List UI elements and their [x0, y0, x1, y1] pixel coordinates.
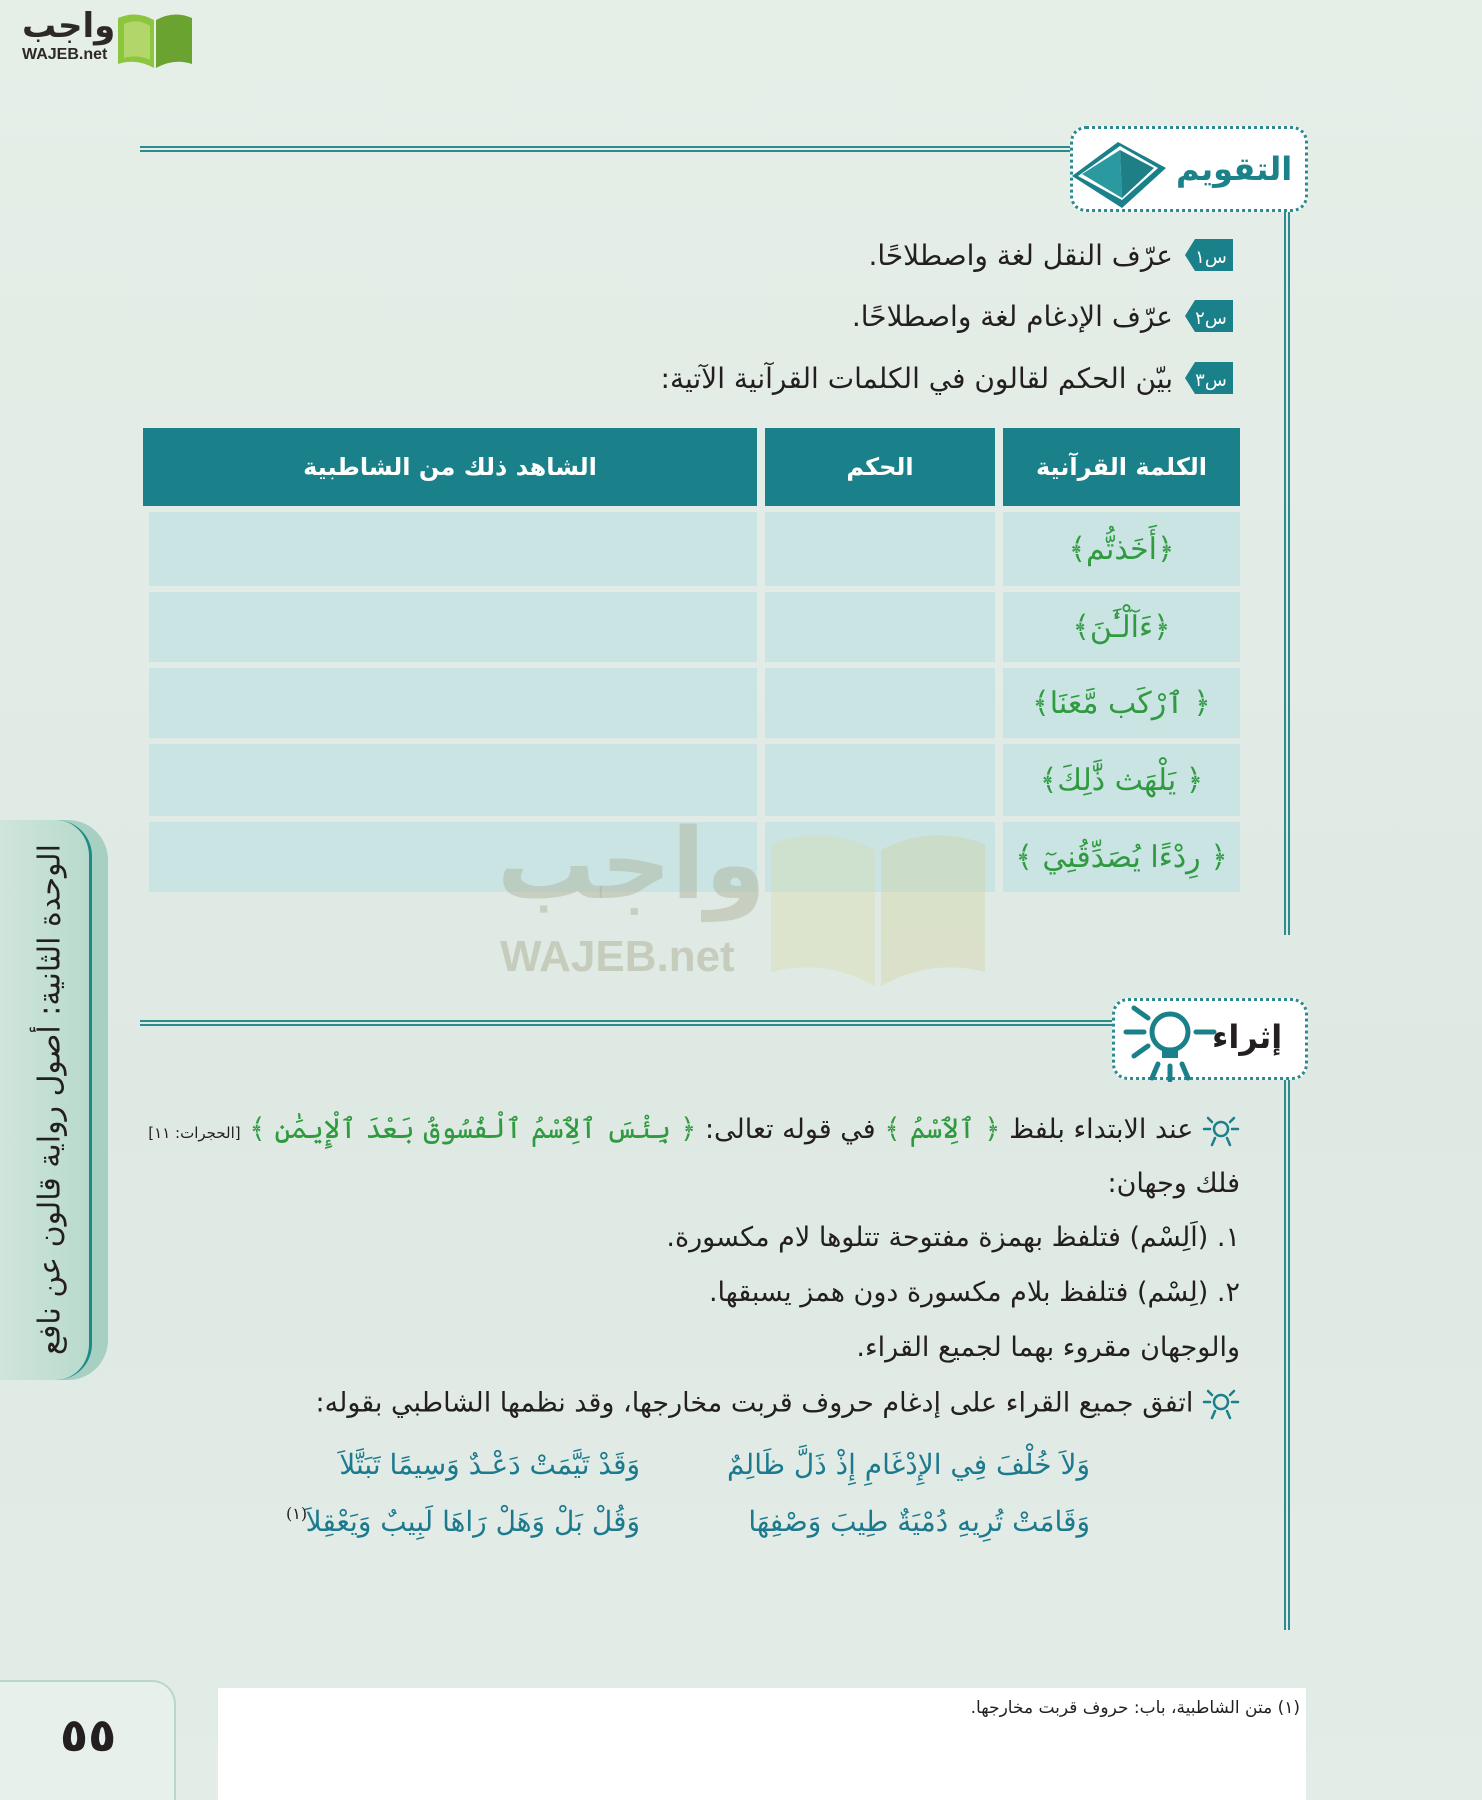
- q2-badge-text: س٢: [1195, 308, 1227, 329]
- poem-footnote-marker: (١): [286, 1504, 308, 1523]
- p1-prefix: عند الابتداء بلفظ: [1009, 1114, 1194, 1145]
- table-cell-evidence[interactable]: [149, 592, 757, 662]
- table-cell-word: ﴿ يَلْهَث ذَّٰلِكَ﴾: [1003, 744, 1240, 816]
- enrichment-title: إثراء: [1212, 1018, 1283, 1056]
- poem-line-1-left: وَقَدْ تَيَّمَتْ دَعْـدٌ وَسِيمًا تَبَتَّلاَ: [339, 1448, 640, 1481]
- table-header-ruling: الحكم: [765, 428, 995, 506]
- p1-verse: ﴿ بِئْسَ ٱلِٱسْمُ ٱلْفُسُوقُ بَعْدَ ٱلْإِيمَٰنِ ﴾: [249, 1112, 697, 1145]
- question-badge-icon: [1181, 235, 1237, 275]
- question-badge-icon: [1181, 296, 1237, 336]
- enrichment-paragraph-3: والوجهان مقروء بهما لجميع القراء.: [856, 1332, 1240, 1363]
- logo-word: واجب: [22, 6, 116, 46]
- question-text: عرّف النقل لغة واصطلاحًا.: [868, 238, 1173, 272]
- table-header-word: الكلمة القرآنية: [1003, 428, 1240, 506]
- small-lightbulb-icon: [1202, 1114, 1240, 1148]
- table-cell-evidence[interactable]: [149, 512, 757, 586]
- question-3: [661, 358, 1237, 398]
- poem-line-2-right: وَقَامَتْ تُرِيهِ دُمْيَةٌ طِيبَ وَصْفِهَا: [748, 1505, 1090, 1538]
- table-header-evidence: الشاهد ذلك من الشاطبية: [143, 428, 757, 506]
- enrichment-paragraph-4: [316, 1387, 1240, 1421]
- table-cell-ruling[interactable]: [765, 744, 995, 816]
- table-cell-ruling[interactable]: [765, 668, 995, 738]
- p1-word: ﴿ ٱلِٱسْمُ ﴾: [884, 1112, 1001, 1145]
- small-lightbulb-icon: [1202, 1387, 1240, 1421]
- p4-text: اتفق جميع القراء على إدغام حروف قربت مخارجها، وقد نظمها الشاطبي بقوله:: [315, 1387, 1194, 1419]
- table-cell-word: ﴿ ٱرْكَب مَّعَنَا﴾: [1003, 668, 1240, 738]
- enrichment-paragraph-1: [148, 1112, 1240, 1148]
- section-vertical-rule: [1284, 1080, 1290, 1630]
- watermark-en: WAJEB.net: [500, 932, 735, 981]
- q1-badge-text: س١: [1195, 247, 1227, 268]
- open-book-icon: [1066, 124, 1176, 214]
- evaluation-title: التقويم: [1176, 150, 1293, 188]
- table-cell-ruling[interactable]: [765, 592, 995, 662]
- watermark-word: واجب: [497, 808, 766, 922]
- table-cell-word: ﴿ءَآلْـَٰٔنَ﴾: [1003, 592, 1240, 662]
- table-cell-evidence[interactable]: [149, 744, 757, 816]
- q3-badge-text: س٣: [1195, 370, 1227, 391]
- poem-line-1-right: وَلاَ خُلْفَ فِي الإِدْغَامِ إِذْ ذَلَّ ظَالِمٌ: [727, 1448, 1090, 1481]
- lightbulb-icon: [1118, 998, 1218, 1082]
- question-2: [852, 296, 1237, 336]
- enrichment-item-1: ١. (اَلِسْم) فتلفظ بهمزة مفتوحة تتلوها لام مكسورة.: [666, 1222, 1240, 1253]
- page-number: ٥٥: [60, 1708, 117, 1762]
- section-rule-evaluation: [140, 146, 1080, 152]
- table-cell-ruling[interactable]: [765, 512, 995, 586]
- question-text: بيّن الحكم لقالون في الكلمات القرآنية الآتية:: [660, 361, 1173, 395]
- enrichment-item-2: ٢. (لِسْم) فتلفظ بلام مكسورة دون همز يسبقها.: [708, 1277, 1240, 1308]
- question-badge-icon: [1181, 358, 1237, 398]
- question-text: عرّف الإدغام لغة واصطلاحًا.: [851, 299, 1173, 333]
- unit-title: الوحدة الثانية: أصول رواية قالون عن نافع: [32, 844, 68, 1356]
- book-icon: [114, 8, 196, 70]
- question-1: [868, 235, 1237, 275]
- section-vertical-rule: [1284, 205, 1290, 935]
- watermark-book-icon: [765, 818, 991, 988]
- logo-en: WAJEB.net: [22, 46, 108, 63]
- footnote-text: (١) متن الشاطبية، باب: حروف قربت مخارجها.: [970, 1698, 1300, 1718]
- wajeb-logo[interactable]: [10, 6, 195, 68]
- p1-reference: [الحجرات: ١١]: [148, 1124, 241, 1142]
- table-cell-word: ﴿أَخَذتُّم﴾: [1003, 512, 1240, 586]
- poem-line-2-left: وَقُلْ بَلْ وَهَلْ رَاهَا لَبِيبٌ وَيَعْقِلاَ: [305, 1505, 640, 1538]
- section-rule-enrichment: [140, 1020, 1120, 1026]
- enrichment-paragraph-2: فلك وجهان:: [1107, 1168, 1240, 1199]
- p1-mid: في قوله تعالى:: [704, 1114, 876, 1145]
- table-cell-word: ﴿ رِدْءًا يُصَدِّقُنِيٓ ﴾: [1003, 822, 1240, 892]
- table-cell-evidence[interactable]: [149, 668, 757, 738]
